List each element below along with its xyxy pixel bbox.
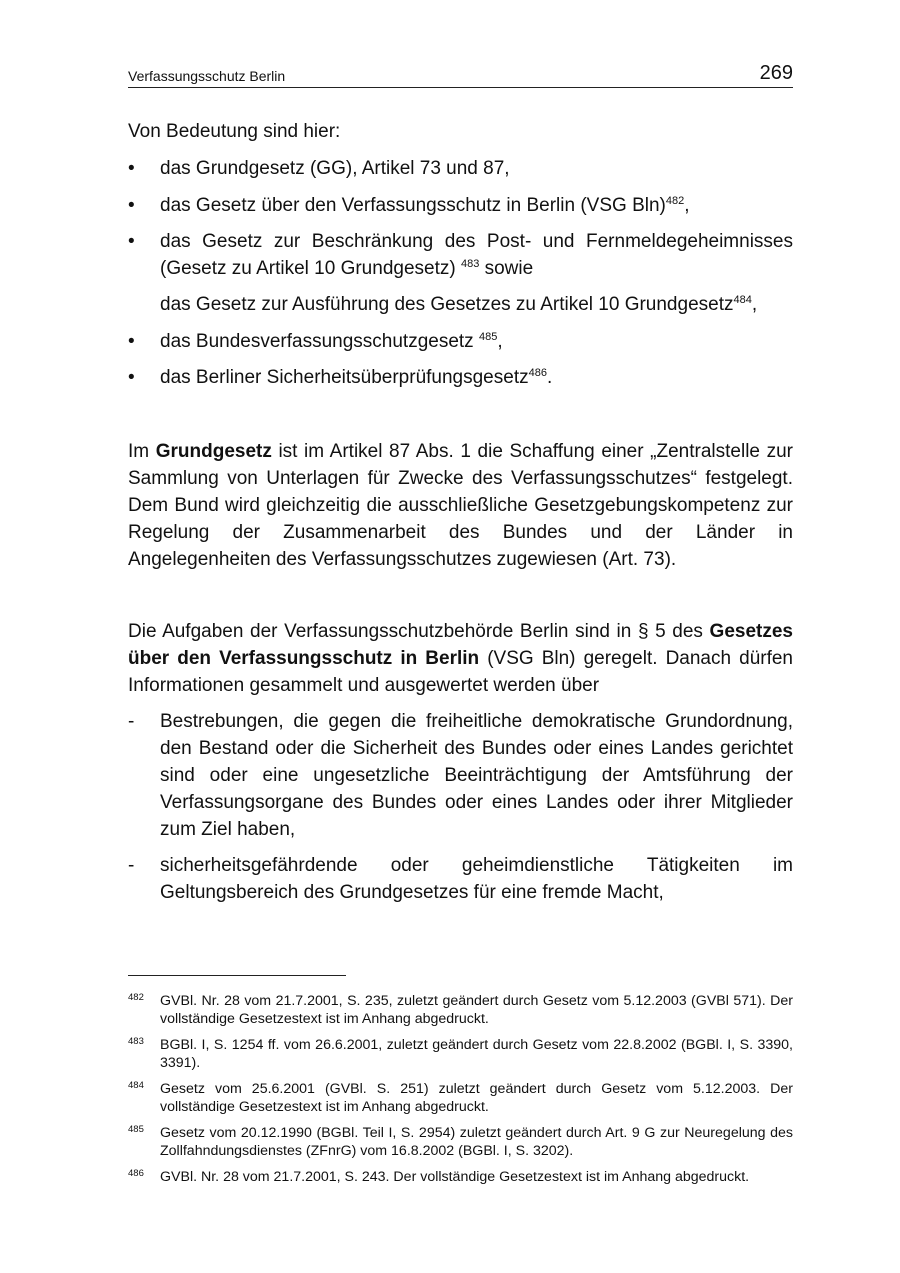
bullet-text: das Gesetz zur Ausführung des Gesetzes zu Artikel 10 Grundgesetz (160, 294, 734, 315)
bullet-item: • das Bundesverfassungsschutzgesetz $^{485}$, (128, 331, 503, 352)
footnote-text: GVBl. Nr. 28 vom 21.7.2001, S. 243. Der vollständige Gesetzestext ist im Anhang abgedruckt. (160, 1169, 750, 1185)
para-text: Im (128, 441, 156, 462)
page-number: 269 (759, 62, 793, 84)
footnote-number: 485 (128, 1124, 144, 1135)
footnote-number: 482 (128, 992, 144, 1003)
footnote-ref[interactable]: 486 (528, 367, 547, 379)
footnote-ref[interactable]: 483 (460, 258, 480, 270)
bullet-text: das Berliner Sicherheitsüberprüfungsgesetz (160, 367, 529, 388)
footnote-number: 484 (128, 1080, 144, 1091)
footnote-text: BGBl. I, S. 1254 ff. vom 26.6.2001, zuletzt geändert durch Gesetz vom 22.8.2002 (BGBl. I, S. 3390, 3391). (160, 1037, 793, 1071)
dash-item (128, 708, 793, 843)
footnote (128, 1125, 793, 1160)
para-bold: Grundgesetz (155, 441, 272, 462)
bullet-punct: , (684, 195, 690, 216)
footnote-text: Gesetz vom 25.6.2001 (GVBl. S. 251) zuletzt geändert durch Gesetz vom 5.12.2003. Der vollständige Gesetzestext ist im Anhang abgedruckt. (160, 1081, 793, 1115)
footnote-ref[interactable]: 485 (478, 331, 498, 343)
para-text: Die Aufgaben der Verfassungsschutzbehörde Berlin sind in § 5 des (128, 621, 710, 642)
para-bold: Gesetzes über den Verfassungsschutz in Berlin (128, 621, 793, 669)
bullet-text: das Gesetz über den Verfassungsschutz in Berlin (VSG Bln) (160, 195, 666, 216)
bullet-item: • das Berliner Sicherheitsüberprüfungsgesetz$^{486}$. (128, 367, 553, 388)
intro-text: Von Bedeutung sind hier: (128, 121, 341, 142)
footnote-separator (128, 975, 346, 976)
para-text: ist im Artikel 87 Abs. 1 die Schaffung einer „Zentralstelle zur Sammlung von Unterlagen für Zwecke des Verfassungsschutzes“ festgelegt. Dem Bund wird gleichzeitig die ausschließliche Gesetzgebungskompetenz zur Regelung der Zusammenarbeit des Bundes und der Länder in Angelegenheiten des Verfassungsschutzes zugewiesen (Art. 73). (128, 441, 794, 570)
bullet-punct: . (546, 367, 553, 388)
paragraph-grundgesetz (128, 438, 793, 573)
footnote (128, 1169, 793, 1187)
dash-mark: - (128, 855, 135, 876)
footnote (128, 993, 793, 1028)
footnote (128, 1037, 793, 1072)
footnote-text: Gesetz vom 20.12.1990 (BGBl. Teil I, S. 2954) zuletzt geändert durch Art. 9 G zur Neuregelung des Zollfahndungsdienstes (ZFnrG) vom 16.8.2002 (BGBl. I, S. 3202). (160, 1125, 793, 1159)
footnote (128, 1081, 793, 1116)
footnote-number: 486 (128, 1168, 144, 1179)
bullet-punct: sowie (479, 258, 534, 279)
running-header (128, 64, 793, 88)
bullet-item: • das Gesetz zur Beschränkung des Post- und Fernmeldegeheimnisses (Gesetz zu Artikel 10 Grundgesetz) $^{483}$ sowie (128, 231, 793, 279)
dash-mark: - (128, 711, 135, 732)
footnote-ref[interactable]: 484 (733, 294, 752, 306)
dash-item (128, 852, 793, 906)
footnote-number: 483 (128, 1036, 144, 1047)
bullet-text: das Bundesverfassungsschutzgesetz (160, 331, 479, 352)
footnote-text: GVBl. Nr. 28 vom 21.7.2001, S. 235, zuletzt geändert durch Gesetz vom 5.12.2003 (GVBl 571). Der vollständige Gesetzestext ist im Anhang abgedruckt. (160, 993, 793, 1027)
paragraph-vsg (128, 618, 793, 699)
dash-text: sicherheitsgefährdende oder geheimdienstliche Tätigkeiten im Geltungsbereich des Grundgesetzes für eine fremde Macht, (160, 855, 793, 903)
bullet-punct: , (497, 331, 503, 352)
header-title: Verfassungsschutz Berlin (128, 68, 286, 84)
footnote-ref[interactable]: 482 (665, 195, 685, 207)
bullet-text: das Gesetz zur Beschränkung des Post- und Fernmeldegeheimnisses (Gesetz zu Artikel 10 Grundgesetz) (160, 231, 793, 279)
bullet-text: das Grundgesetz (GG), Artikel 73 und 87, (160, 158, 510, 179)
bullet-item: • das Grundgesetz (GG), Artikel 73 und 87, (128, 158, 510, 179)
dash-text: Bestrebungen, die gegen die freiheitliche demokratische Grundordnung, den Bestand oder die Sicherheit des Bundes oder eines Landes gerichtet sind oder eine ungesetzliche Beeinträchtigung der Amtsführung der Verfassungsorgane des Bundes oder eines Landes oder ihrer Mitglieder zum Ziel haben, (160, 711, 793, 840)
bullet-item: • das Gesetz über den Verfassungsschutz in Berlin (VSG Bln)$^{482}$, (128, 195, 690, 216)
bullet-punct: , (751, 294, 758, 315)
bullet-subitem (128, 291, 793, 318)
para-text: (VSG Bln) geregelt. Danach dürfen Informationen gesammelt und ausgewertet werden über (128, 648, 794, 696)
